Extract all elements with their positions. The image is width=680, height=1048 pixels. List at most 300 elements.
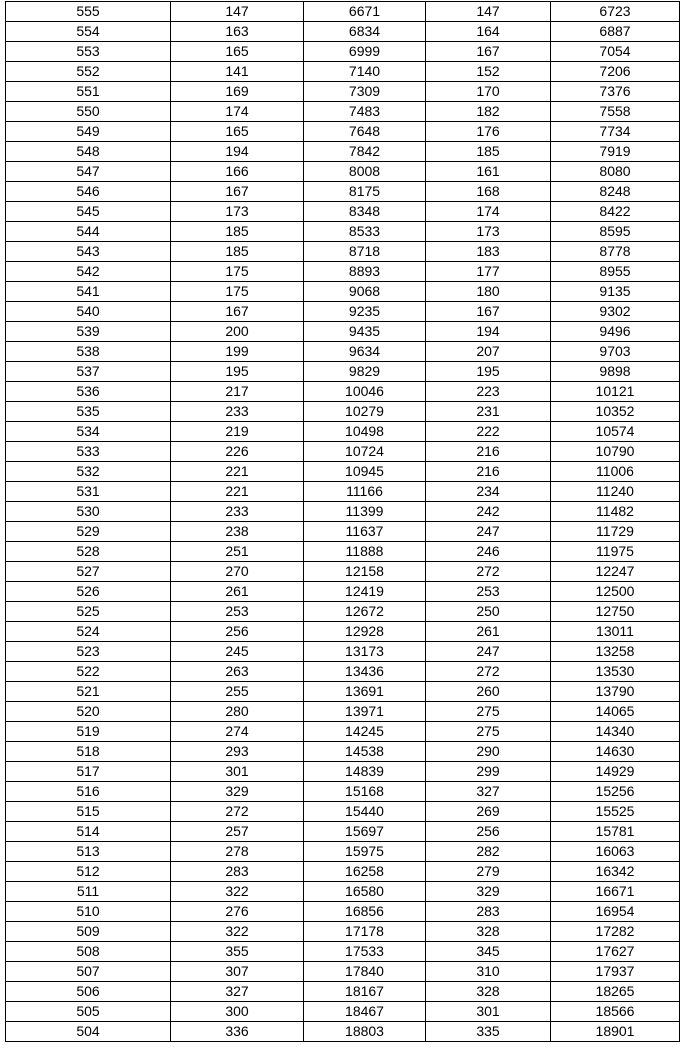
cumulative-b-cell: 17282 [551,922,680,942]
score-cell: 511 [6,882,171,902]
cumulative-b-cell: 14630 [551,742,680,762]
cumulative-a-cell: 8893 [304,262,426,282]
cumulative-b-cell: 11482 [551,502,680,522]
table-row [6,442,680,462]
count-b-cell: 250 [426,602,551,622]
score-cell: 517 [6,762,171,782]
table-row [6,122,680,142]
score-cell: 531 [6,482,171,502]
cumulative-a-cell: 9829 [304,362,426,382]
cumulative-b-cell: 14929 [551,762,680,782]
count-a-cell: 355 [171,942,304,962]
table-row [6,962,680,982]
table-row [6,542,680,562]
count-b-cell: 345 [426,942,551,962]
cumulative-b-cell: 14065 [551,702,680,722]
cumulative-a-cell: 15440 [304,802,426,822]
score-cell: 526 [6,582,171,602]
count-a-cell: 169 [171,82,304,102]
count-b-cell: 242 [426,502,551,522]
score-cell: 532 [6,462,171,482]
score-cell: 516 [6,782,171,802]
cumulative-a-cell: 12419 [304,582,426,602]
table-row [6,282,680,302]
count-a-cell: 173 [171,202,304,222]
count-b-cell: 283 [426,902,551,922]
score-cell: 545 [6,202,171,222]
cumulative-b-cell: 13258 [551,642,680,662]
count-a-cell: 322 [171,922,304,942]
cumulative-a-cell: 10724 [304,442,426,462]
cumulative-b-cell: 11240 [551,482,680,502]
cumulative-b-cell: 9496 [551,322,680,342]
cumulative-b-cell: 10352 [551,402,680,422]
count-a-cell: 141 [171,62,304,82]
cumulative-a-cell: 6834 [304,22,426,42]
table-row [6,642,680,662]
table-row [6,202,680,222]
count-a-cell: 185 [171,222,304,242]
count-b-cell: 174 [426,202,551,222]
count-b-cell: 216 [426,442,551,462]
table-row [6,402,680,422]
cumulative-a-cell: 6671 [304,2,426,22]
count-a-cell: 221 [171,482,304,502]
table-row [6,162,680,182]
count-a-cell: 200 [171,322,304,342]
count-b-cell: 327 [426,782,551,802]
cumulative-a-cell: 9435 [304,322,426,342]
table-row [6,562,680,582]
count-b-cell: 272 [426,662,551,682]
score-cell: 524 [6,622,171,642]
count-b-cell: 328 [426,982,551,1002]
score-cell: 554 [6,22,171,42]
cumulative-b-cell: 6887 [551,22,680,42]
score-cell: 512 [6,862,171,882]
count-a-cell: 322 [171,882,304,902]
table-row [6,602,680,622]
table-row [6,522,680,542]
count-b-cell: 167 [426,42,551,62]
table-row [6,862,680,882]
count-a-cell: 219 [171,422,304,442]
score-cell: 505 [6,1002,171,1022]
count-b-cell: 290 [426,742,551,762]
cumulative-b-cell: 15256 [551,782,680,802]
score-cell: 513 [6,842,171,862]
cumulative-a-cell: 15975 [304,842,426,862]
cumulative-a-cell: 11637 [304,522,426,542]
cumulative-b-cell: 18566 [551,1002,680,1022]
cumulative-a-cell: 8533 [304,222,426,242]
cumulative-a-cell: 10046 [304,382,426,402]
count-b-cell: 247 [426,642,551,662]
count-a-cell: 167 [171,182,304,202]
cumulative-a-cell: 14839 [304,762,426,782]
count-a-cell: 261 [171,582,304,602]
count-b-cell: 231 [426,402,551,422]
count-b-cell: 182 [426,102,551,122]
count-a-cell: 251 [171,542,304,562]
cumulative-a-cell: 6999 [304,42,426,62]
cumulative-a-cell: 14538 [304,742,426,762]
count-a-cell: 301 [171,762,304,782]
count-a-cell: 226 [171,442,304,462]
count-b-cell: 216 [426,462,551,482]
cumulative-a-cell: 10945 [304,462,426,482]
score-cell: 519 [6,722,171,742]
cumulative-a-cell: 17533 [304,942,426,962]
cumulative-b-cell: 10574 [551,422,680,442]
cumulative-a-cell: 12928 [304,622,426,642]
table-row [6,762,680,782]
cumulative-a-cell: 16258 [304,862,426,882]
cumulative-a-cell: 16856 [304,902,426,922]
count-b-cell: 301 [426,1002,551,1022]
table-row [6,682,680,702]
cumulative-a-cell: 16580 [304,882,426,902]
count-b-cell: 223 [426,382,551,402]
cumulative-b-cell: 12500 [551,582,680,602]
table-row [6,22,680,42]
table-row [6,982,680,1002]
cumulative-a-cell: 9068 [304,282,426,302]
cumulative-a-cell: 13691 [304,682,426,702]
cumulative-b-cell: 14340 [551,722,680,742]
score-cell: 530 [6,502,171,522]
count-b-cell: 183 [426,242,551,262]
count-a-cell: 174 [171,102,304,122]
cumulative-a-cell: 10498 [304,422,426,442]
cumulative-a-cell: 15168 [304,782,426,802]
count-a-cell: 195 [171,362,304,382]
cumulative-a-cell: 9634 [304,342,426,362]
score-cell: 537 [6,362,171,382]
cumulative-b-cell: 10790 [551,442,680,462]
score-cell: 520 [6,702,171,722]
count-a-cell: 329 [171,782,304,802]
cumulative-b-cell: 8248 [551,182,680,202]
cumulative-b-cell: 6723 [551,2,680,22]
cumulative-a-cell: 11399 [304,502,426,522]
cumulative-b-cell: 8422 [551,202,680,222]
score-table [5,1,680,1042]
cumulative-a-cell: 8718 [304,242,426,262]
table-row [6,2,680,22]
count-b-cell: 147 [426,2,551,22]
count-b-cell: 310 [426,962,551,982]
count-a-cell: 147 [171,2,304,22]
cumulative-b-cell: 7376 [551,82,680,102]
count-a-cell: 163 [171,22,304,42]
count-a-cell: 255 [171,682,304,702]
cumulative-a-cell: 13173 [304,642,426,662]
score-cell: 527 [6,562,171,582]
cumulative-b-cell: 16954 [551,902,680,922]
cumulative-b-cell: 17627 [551,942,680,962]
table-row [6,422,680,442]
score-cell: 533 [6,442,171,462]
table-row [6,582,680,602]
cumulative-b-cell: 8595 [551,222,680,242]
count-a-cell: 300 [171,1002,304,1022]
cumulative-a-cell: 11888 [304,542,426,562]
count-b-cell: 177 [426,262,551,282]
cumulative-a-cell: 17178 [304,922,426,942]
count-a-cell: 278 [171,842,304,862]
cumulative-b-cell: 15525 [551,802,680,822]
score-cell: 518 [6,742,171,762]
cumulative-b-cell: 9898 [551,362,680,382]
count-a-cell: 167 [171,302,304,322]
cumulative-b-cell: 12750 [551,602,680,622]
cumulative-b-cell: 11729 [551,522,680,542]
cumulative-b-cell: 7054 [551,42,680,62]
score-cell: 547 [6,162,171,182]
table-row [6,662,680,682]
count-b-cell: 335 [426,1022,551,1042]
count-b-cell: 222 [426,422,551,442]
count-a-cell: 293 [171,742,304,762]
table-row [6,622,680,642]
score-cell: 555 [6,2,171,22]
count-a-cell: 283 [171,862,304,882]
count-b-cell: 275 [426,702,551,722]
score-cell: 543 [6,242,171,262]
cumulative-a-cell: 7140 [304,62,426,82]
count-b-cell: 164 [426,22,551,42]
count-a-cell: 165 [171,122,304,142]
table-row [6,1022,680,1042]
score-cell: 525 [6,602,171,622]
cumulative-b-cell: 9302 [551,302,680,322]
score-cell: 546 [6,182,171,202]
cumulative-b-cell: 7206 [551,62,680,82]
table-row [6,782,680,802]
score-cell: 510 [6,902,171,922]
count-b-cell: 299 [426,762,551,782]
count-b-cell: 168 [426,182,551,202]
count-a-cell: 233 [171,402,304,422]
cumulative-a-cell: 7648 [304,122,426,142]
score-cell: 514 [6,822,171,842]
count-b-cell: 275 [426,722,551,742]
count-a-cell: 256 [171,622,304,642]
score-cell: 509 [6,922,171,942]
cumulative-b-cell: 11006 [551,462,680,482]
table-row [6,902,680,922]
cumulative-b-cell: 10121 [551,382,680,402]
count-b-cell: 256 [426,822,551,842]
count-a-cell: 336 [171,1022,304,1042]
cumulative-b-cell: 17937 [551,962,680,982]
table-row [6,42,680,62]
score-cell: 536 [6,382,171,402]
table-row [6,322,680,342]
score-cell: 515 [6,802,171,822]
table-row [6,882,680,902]
count-b-cell: 279 [426,862,551,882]
cumulative-b-cell: 16671 [551,882,680,902]
cumulative-a-cell: 17840 [304,962,426,982]
table-row [6,482,680,502]
count-a-cell: 272 [171,802,304,822]
score-cell: 538 [6,342,171,362]
cumulative-b-cell: 7919 [551,142,680,162]
table-row [6,262,680,282]
cumulative-b-cell: 13790 [551,682,680,702]
count-a-cell: 233 [171,502,304,522]
cumulative-a-cell: 18167 [304,982,426,1002]
score-cell: 552 [6,62,171,82]
count-a-cell: 221 [171,462,304,482]
count-a-cell: 238 [171,522,304,542]
cumulative-b-cell: 13011 [551,622,680,642]
table-row [6,142,680,162]
cumulative-a-cell: 14245 [304,722,426,742]
count-b-cell: 328 [426,922,551,942]
table-row [6,382,680,402]
count-a-cell: 327 [171,982,304,1002]
cumulative-b-cell: 9703 [551,342,680,362]
score-cell: 504 [6,1022,171,1042]
count-b-cell: 253 [426,582,551,602]
table-row [6,842,680,862]
count-b-cell: 261 [426,622,551,642]
table-row [6,722,680,742]
count-a-cell: 263 [171,662,304,682]
cumulative-b-cell: 12247 [551,562,680,582]
score-cell: 521 [6,682,171,702]
count-a-cell: 276 [171,902,304,922]
table-row [6,62,680,82]
cumulative-a-cell: 8008 [304,162,426,182]
count-b-cell: 167 [426,302,551,322]
table-row [6,462,680,482]
score-cell: 550 [6,102,171,122]
table-row [6,102,680,122]
count-a-cell: 175 [171,282,304,302]
count-b-cell: 269 [426,802,551,822]
score-cell: 548 [6,142,171,162]
cumulative-a-cell: 18467 [304,1002,426,1022]
count-b-cell: 173 [426,222,551,242]
score-cell: 540 [6,302,171,322]
cumulative-a-cell: 15697 [304,822,426,842]
table-row [6,1002,680,1022]
count-b-cell: 282 [426,842,551,862]
score-cell: 542 [6,262,171,282]
cumulative-b-cell: 13530 [551,662,680,682]
count-b-cell: 152 [426,62,551,82]
count-a-cell: 253 [171,602,304,622]
count-a-cell: 166 [171,162,304,182]
table-row [6,222,680,242]
cumulative-b-cell: 18901 [551,1022,680,1042]
cumulative-a-cell: 11166 [304,482,426,502]
count-b-cell: 207 [426,342,551,362]
table-row [6,362,680,382]
table-row [6,702,680,722]
count-b-cell: 247 [426,522,551,542]
count-b-cell: 170 [426,82,551,102]
score-cell: 534 [6,422,171,442]
score-cell: 541 [6,282,171,302]
table-row [6,742,680,762]
cumulative-b-cell: 15781 [551,822,680,842]
count-a-cell: 307 [171,962,304,982]
count-b-cell: 329 [426,882,551,902]
cumulative-b-cell: 18265 [551,982,680,1002]
cumulative-b-cell: 8955 [551,262,680,282]
count-b-cell: 194 [426,322,551,342]
count-a-cell: 274 [171,722,304,742]
score-cell: 522 [6,662,171,682]
score-cell: 551 [6,82,171,102]
cumulative-b-cell: 16063 [551,842,680,862]
count-b-cell: 260 [426,682,551,702]
score-cell: 549 [6,122,171,142]
cumulative-a-cell: 7842 [304,142,426,162]
cumulative-b-cell: 8080 [551,162,680,182]
score-cell: 506 [6,982,171,1002]
count-a-cell: 245 [171,642,304,662]
count-a-cell: 270 [171,562,304,582]
cumulative-a-cell: 18803 [304,1022,426,1042]
count-b-cell: 246 [426,542,551,562]
count-b-cell: 176 [426,122,551,142]
cumulative-a-cell: 9235 [304,302,426,322]
cumulative-a-cell: 13971 [304,702,426,722]
cumulative-a-cell: 7483 [304,102,426,122]
count-a-cell: 165 [171,42,304,62]
cumulative-a-cell: 8348 [304,202,426,222]
table-row [6,822,680,842]
cumulative-a-cell: 10279 [304,402,426,422]
cumulative-a-cell: 12158 [304,562,426,582]
table-row [6,922,680,942]
count-a-cell: 175 [171,262,304,282]
count-a-cell: 217 [171,382,304,402]
cumulative-b-cell: 7734 [551,122,680,142]
count-a-cell: 194 [171,142,304,162]
table-row [6,82,680,102]
score-cell: 539 [6,322,171,342]
count-b-cell: 180 [426,282,551,302]
count-b-cell: 234 [426,482,551,502]
table-row [6,342,680,362]
score-cell: 508 [6,942,171,962]
cumulative-b-cell: 7558 [551,102,680,122]
score-table-body [6,2,680,1042]
cumulative-a-cell: 8175 [304,182,426,202]
table-row [6,182,680,202]
count-b-cell: 272 [426,562,551,582]
table-row [6,942,680,962]
score-cell: 523 [6,642,171,662]
cumulative-b-cell: 9135 [551,282,680,302]
cumulative-b-cell: 8778 [551,242,680,262]
count-a-cell: 199 [171,342,304,362]
table-row [6,502,680,522]
cumulative-a-cell: 13436 [304,662,426,682]
score-cell: 529 [6,522,171,542]
score-cell: 553 [6,42,171,62]
count-a-cell: 257 [171,822,304,842]
cumulative-a-cell: 12672 [304,602,426,622]
score-cell: 544 [6,222,171,242]
